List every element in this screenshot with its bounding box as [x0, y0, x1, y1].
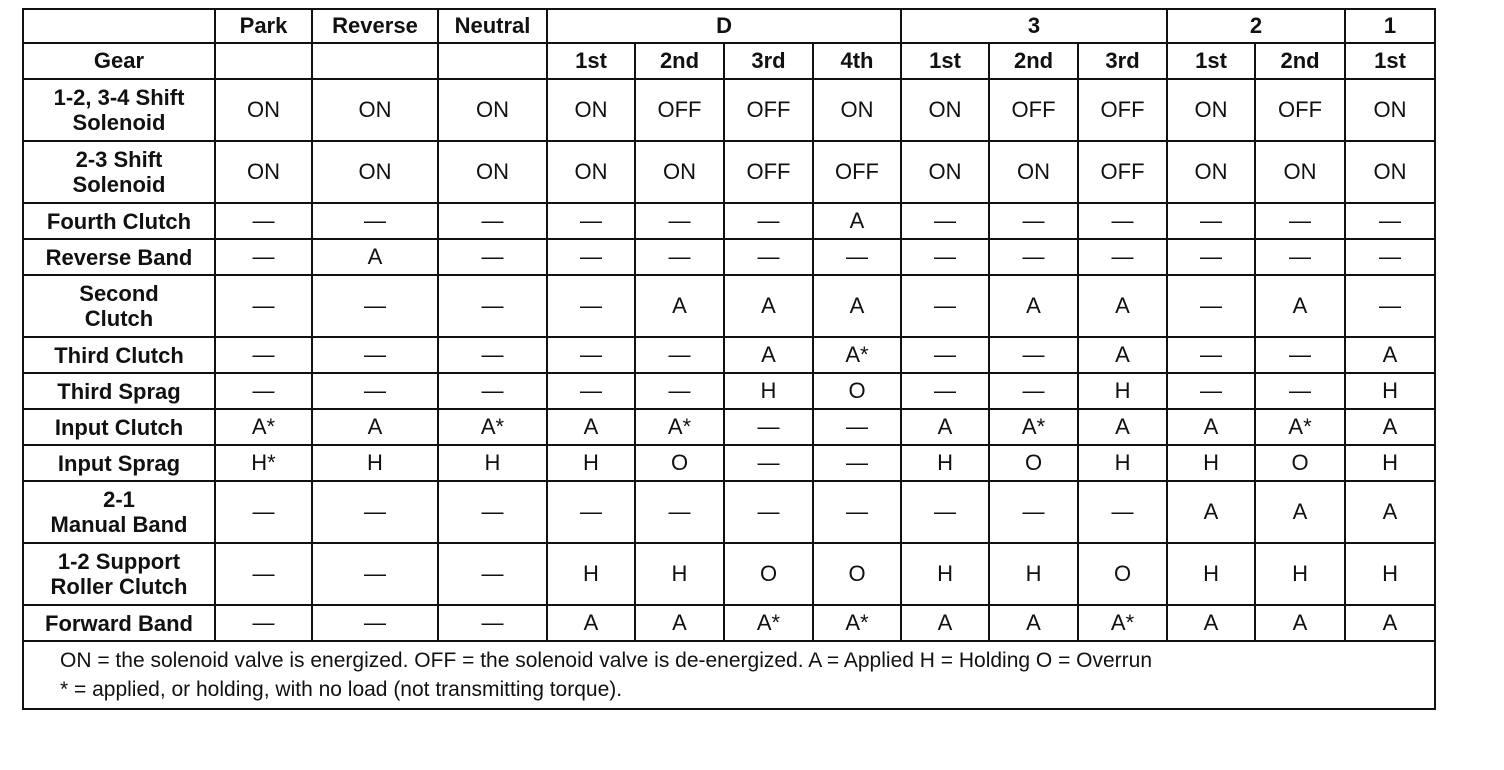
- table-cell: A: [635, 605, 724, 641]
- table-cell: —: [724, 409, 813, 445]
- table-cell: —: [1078, 203, 1167, 239]
- row-label: [23, 605, 215, 641]
- gear-header-cell: 2nd: [1255, 43, 1345, 79]
- table-cell: ON: [901, 141, 989, 203]
- table-cell: A*: [813, 337, 901, 373]
- row-label-line: Input Clutch: [54, 414, 184, 440]
- table-row-input-clutch: [23, 409, 1435, 445]
- table-cell: —: [724, 239, 813, 275]
- table-cell: —: [724, 445, 813, 481]
- table-cell: —: [1167, 239, 1255, 275]
- table-cell: —: [547, 239, 635, 275]
- table-cell: —: [724, 481, 813, 543]
- table-cell: —: [989, 481, 1078, 543]
- table-cell: A: [724, 275, 813, 337]
- row-label: [23, 481, 215, 543]
- table-cell: A*: [1255, 409, 1345, 445]
- table-cell: —: [438, 373, 547, 409]
- table-cell: —: [312, 605, 438, 641]
- table-row-third-sprag: [23, 373, 1435, 409]
- table-cell: —: [813, 409, 901, 445]
- table-cell: A*: [813, 605, 901, 641]
- table-cell: —: [438, 543, 547, 605]
- table-cell: A: [1345, 481, 1435, 543]
- table-cell: —: [724, 203, 813, 239]
- table-cell: —: [1255, 373, 1345, 409]
- table-cell: A: [813, 275, 901, 337]
- table-cell: ON: [312, 79, 438, 141]
- row-label: [23, 275, 215, 337]
- table-cell: —: [438, 481, 547, 543]
- table-cell: —: [635, 373, 724, 409]
- table-cell: —: [901, 239, 989, 275]
- table-cell: A: [1345, 605, 1435, 641]
- table-cell: O: [1078, 543, 1167, 605]
- table-cell: —: [547, 203, 635, 239]
- gear-header-cell: 3rd: [724, 43, 813, 79]
- row-label-line: Clutch: [84, 306, 154, 331]
- table-cell: A: [1255, 481, 1345, 543]
- table-cell: A*: [635, 409, 724, 445]
- table-cell: O: [1255, 445, 1345, 481]
- table-cell: OFF: [989, 79, 1078, 141]
- row-label-line: 1-2 Support: [57, 549, 181, 574]
- table-cell: A: [1345, 337, 1435, 373]
- legend-row: [23, 641, 1435, 709]
- table-cell: ON: [1167, 141, 1255, 203]
- table-cell: O: [635, 445, 724, 481]
- table-cell: A: [1345, 409, 1435, 445]
- table-cell: ON: [1345, 141, 1435, 203]
- row-label-line: Reverse Band: [45, 244, 193, 270]
- table-row-1-2-3-4-shift-solenoid: [23, 79, 1435, 141]
- table-cell: H: [312, 445, 438, 481]
- row-label-line: 1-2, 3-4 Shift: [53, 85, 185, 110]
- table-cell: O: [813, 373, 901, 409]
- table-cell: —: [635, 481, 724, 543]
- table-row-forward-band: [23, 605, 1435, 641]
- table-cell: H: [1167, 445, 1255, 481]
- table-cell: A: [1255, 275, 1345, 337]
- table-row-reverse-band: [23, 239, 1435, 275]
- table-cell: H*: [215, 445, 312, 481]
- table-cell: A: [724, 337, 813, 373]
- table-cell: —: [1255, 239, 1345, 275]
- header-corner: [23, 9, 215, 43]
- table-cell: —: [901, 373, 989, 409]
- row-label: [23, 203, 215, 239]
- table-cell: —: [813, 239, 901, 275]
- gear-header-cell: 4th: [813, 43, 901, 79]
- table-cell: O: [989, 445, 1078, 481]
- row-label-line: Solenoid: [72, 172, 166, 197]
- table-cell: ON: [547, 141, 635, 203]
- table-cell: H: [901, 445, 989, 481]
- gear-header-row: [23, 43, 1435, 79]
- chart-body: [23, 79, 1435, 641]
- table-cell: H: [901, 543, 989, 605]
- table-cell: —: [547, 481, 635, 543]
- table-cell: OFF: [724, 141, 813, 203]
- row-label: [23, 337, 215, 373]
- table-cell: —: [312, 203, 438, 239]
- table-cell: ON: [813, 79, 901, 141]
- table-cell: —: [215, 605, 312, 641]
- table-cell: A*: [215, 409, 312, 445]
- row-label-line: Solenoid: [72, 110, 166, 135]
- table-cell: —: [215, 373, 312, 409]
- gear-header-cell: 1st: [547, 43, 635, 79]
- row-label: [23, 79, 215, 141]
- table-row-second-clutch: [23, 275, 1435, 337]
- table-cell: —: [1167, 373, 1255, 409]
- table-cell: —: [215, 481, 312, 543]
- range-header-d: D: [547, 9, 901, 43]
- table-cell: OFF: [1078, 79, 1167, 141]
- clutch-application-chart: [22, 8, 1436, 710]
- row-label-line: Fourth Clutch: [46, 208, 192, 234]
- table-cell: A: [1078, 275, 1167, 337]
- table-cell: H: [1078, 445, 1167, 481]
- table-cell: —: [1255, 337, 1345, 373]
- table-cell: H: [989, 543, 1078, 605]
- table-cell: A*: [989, 409, 1078, 445]
- table-cell: ON: [438, 141, 547, 203]
- row-label-line: Third Sprag: [57, 378, 181, 404]
- gear-header-cell: 3rd: [1078, 43, 1167, 79]
- table-cell: —: [1255, 203, 1345, 239]
- table-cell: A*: [1078, 605, 1167, 641]
- gear-header-cell: [215, 43, 312, 79]
- table-cell: —: [312, 373, 438, 409]
- table-cell: —: [989, 203, 1078, 239]
- table-cell: —: [547, 337, 635, 373]
- table-cell: A*: [438, 409, 547, 445]
- table-cell: ON: [215, 141, 312, 203]
- table-cell: A: [989, 605, 1078, 641]
- table-cell: ON: [635, 141, 724, 203]
- range-header-3: 3: [901, 9, 1167, 43]
- table-cell: ON: [1345, 79, 1435, 141]
- table-cell: —: [312, 337, 438, 373]
- table-cell: —: [547, 275, 635, 337]
- table-cell: OFF: [813, 141, 901, 203]
- table-cell: H: [724, 373, 813, 409]
- range-header-neutral: Neutral: [438, 9, 547, 43]
- table-cell: H: [1167, 543, 1255, 605]
- table-cell: H: [1345, 445, 1435, 481]
- table-cell: —: [215, 543, 312, 605]
- table-cell: A: [1078, 409, 1167, 445]
- table-cell: —: [438, 203, 547, 239]
- table-cell: —: [1167, 203, 1255, 239]
- row-label: [23, 239, 215, 275]
- table-cell: —: [989, 373, 1078, 409]
- table-cell: ON: [1167, 79, 1255, 141]
- gear-header-cell: 1st: [1167, 43, 1255, 79]
- table-cell: A: [1167, 409, 1255, 445]
- table-cell: A: [1078, 337, 1167, 373]
- row-label: [23, 409, 215, 445]
- table-row-2-3-shift-solenoid: [23, 141, 1435, 203]
- table-cell: H: [547, 445, 635, 481]
- table-cell: —: [989, 337, 1078, 373]
- table-cell: H: [438, 445, 547, 481]
- row-label-line: Second: [79, 281, 159, 306]
- table-cell: —: [635, 239, 724, 275]
- table-cell: OFF: [1255, 79, 1345, 141]
- table-cell: O: [724, 543, 813, 605]
- range-header-row: [23, 9, 1435, 43]
- table-cell: —: [312, 275, 438, 337]
- gear-header-cell: 1st: [901, 43, 989, 79]
- table-row-fourth-clutch: [23, 203, 1435, 239]
- table-cell: ON: [989, 141, 1078, 203]
- table-cell: A: [312, 409, 438, 445]
- table-cell: H: [547, 543, 635, 605]
- row-label-line: Manual Band: [50, 512, 188, 537]
- table-row-input-sprag: [23, 445, 1435, 481]
- table-cell: —: [215, 239, 312, 275]
- table-cell: —: [438, 275, 547, 337]
- table-cell: —: [438, 337, 547, 373]
- table-cell: ON: [312, 141, 438, 203]
- table-row-1-2-support-roller-clutch: [23, 543, 1435, 605]
- table-cell: H: [1345, 373, 1435, 409]
- range-header-2: 2: [1167, 9, 1345, 43]
- table-cell: A: [312, 239, 438, 275]
- table-cell: A: [901, 605, 989, 641]
- table-cell: —: [1345, 275, 1435, 337]
- row-label-line: 2-3 Shift: [75, 147, 163, 172]
- legend-line-2: * = applied, or holding, with no load (not transmitting torque).: [60, 678, 623, 701]
- table-cell: —: [215, 203, 312, 239]
- table-cell: H: [1078, 373, 1167, 409]
- range-header-park: Park: [215, 9, 312, 43]
- table-cell: —: [215, 275, 312, 337]
- table-cell: —: [312, 481, 438, 543]
- row-label-line: Third Clutch: [54, 342, 184, 368]
- table-cell: A: [989, 275, 1078, 337]
- range-header-1: 1: [1345, 9, 1435, 43]
- table-cell: —: [1078, 481, 1167, 543]
- table-row-third-clutch: [23, 337, 1435, 373]
- table-cell: —: [813, 481, 901, 543]
- table-cell: ON: [547, 79, 635, 141]
- table-cell: —: [635, 203, 724, 239]
- table-cell: —: [901, 481, 989, 543]
- row-label-line: Roller Clutch: [50, 574, 188, 599]
- table-cell: OFF: [635, 79, 724, 141]
- table-cell: —: [901, 275, 989, 337]
- table-cell: ON: [1255, 141, 1345, 203]
- row-label: [23, 141, 215, 203]
- table-cell: H: [635, 543, 724, 605]
- table-cell: —: [813, 445, 901, 481]
- gear-header-cell: 2nd: [989, 43, 1078, 79]
- table-cell: —: [1078, 239, 1167, 275]
- gear-label: Gear: [23, 43, 215, 79]
- table-cell: ON: [215, 79, 312, 141]
- gear-header-cell: [312, 43, 438, 79]
- table-cell: OFF: [1078, 141, 1167, 203]
- table-cell: ON: [901, 79, 989, 141]
- table-cell: —: [989, 239, 1078, 275]
- table-cell: OFF: [724, 79, 813, 141]
- table-cell: —: [312, 543, 438, 605]
- table-cell: —: [1167, 337, 1255, 373]
- table-cell: —: [1345, 203, 1435, 239]
- table-cell: A*: [724, 605, 813, 641]
- table-cell: O: [813, 543, 901, 605]
- table-cell: —: [901, 203, 989, 239]
- table-row-2-1-manual-band: [23, 481, 1435, 543]
- row-label-line: 2-1: [103, 487, 135, 512]
- legend-line-1: ON = the solenoid valve is energized. OFF = the solenoid valve is de-energized. A = Applied H = Holding O = Overrun: [60, 649, 1153, 672]
- table-cell: —: [635, 337, 724, 373]
- table-cell: —: [1345, 239, 1435, 275]
- legend: [23, 641, 1435, 709]
- row-label-line: Forward Band: [45, 610, 193, 636]
- table-cell: ON: [438, 79, 547, 141]
- table-cell: A: [1167, 605, 1255, 641]
- table-cell: —: [438, 239, 547, 275]
- table-cell: A: [635, 275, 724, 337]
- table-cell: A: [813, 203, 901, 239]
- table-cell: A: [901, 409, 989, 445]
- table-cell: A: [547, 605, 635, 641]
- table-cell: H: [1255, 543, 1345, 605]
- row-label: [23, 543, 215, 605]
- row-label: [23, 373, 215, 409]
- table-cell: A: [1167, 481, 1255, 543]
- table-cell: A: [547, 409, 635, 445]
- gear-header-cell: 2nd: [635, 43, 724, 79]
- gear-header-cell: [438, 43, 547, 79]
- range-header-reverse: Reverse: [312, 9, 438, 43]
- table-cell: —: [901, 337, 989, 373]
- table-cell: —: [547, 373, 635, 409]
- gear-header-cell: 1st: [1345, 43, 1435, 79]
- table-cell: —: [1167, 275, 1255, 337]
- table-cell: H: [1345, 543, 1435, 605]
- row-label: [23, 445, 215, 481]
- table-cell: —: [438, 605, 547, 641]
- row-label-line: Input Sprag: [57, 450, 181, 476]
- table-cell: —: [215, 337, 312, 373]
- table-cell: A: [1255, 605, 1345, 641]
